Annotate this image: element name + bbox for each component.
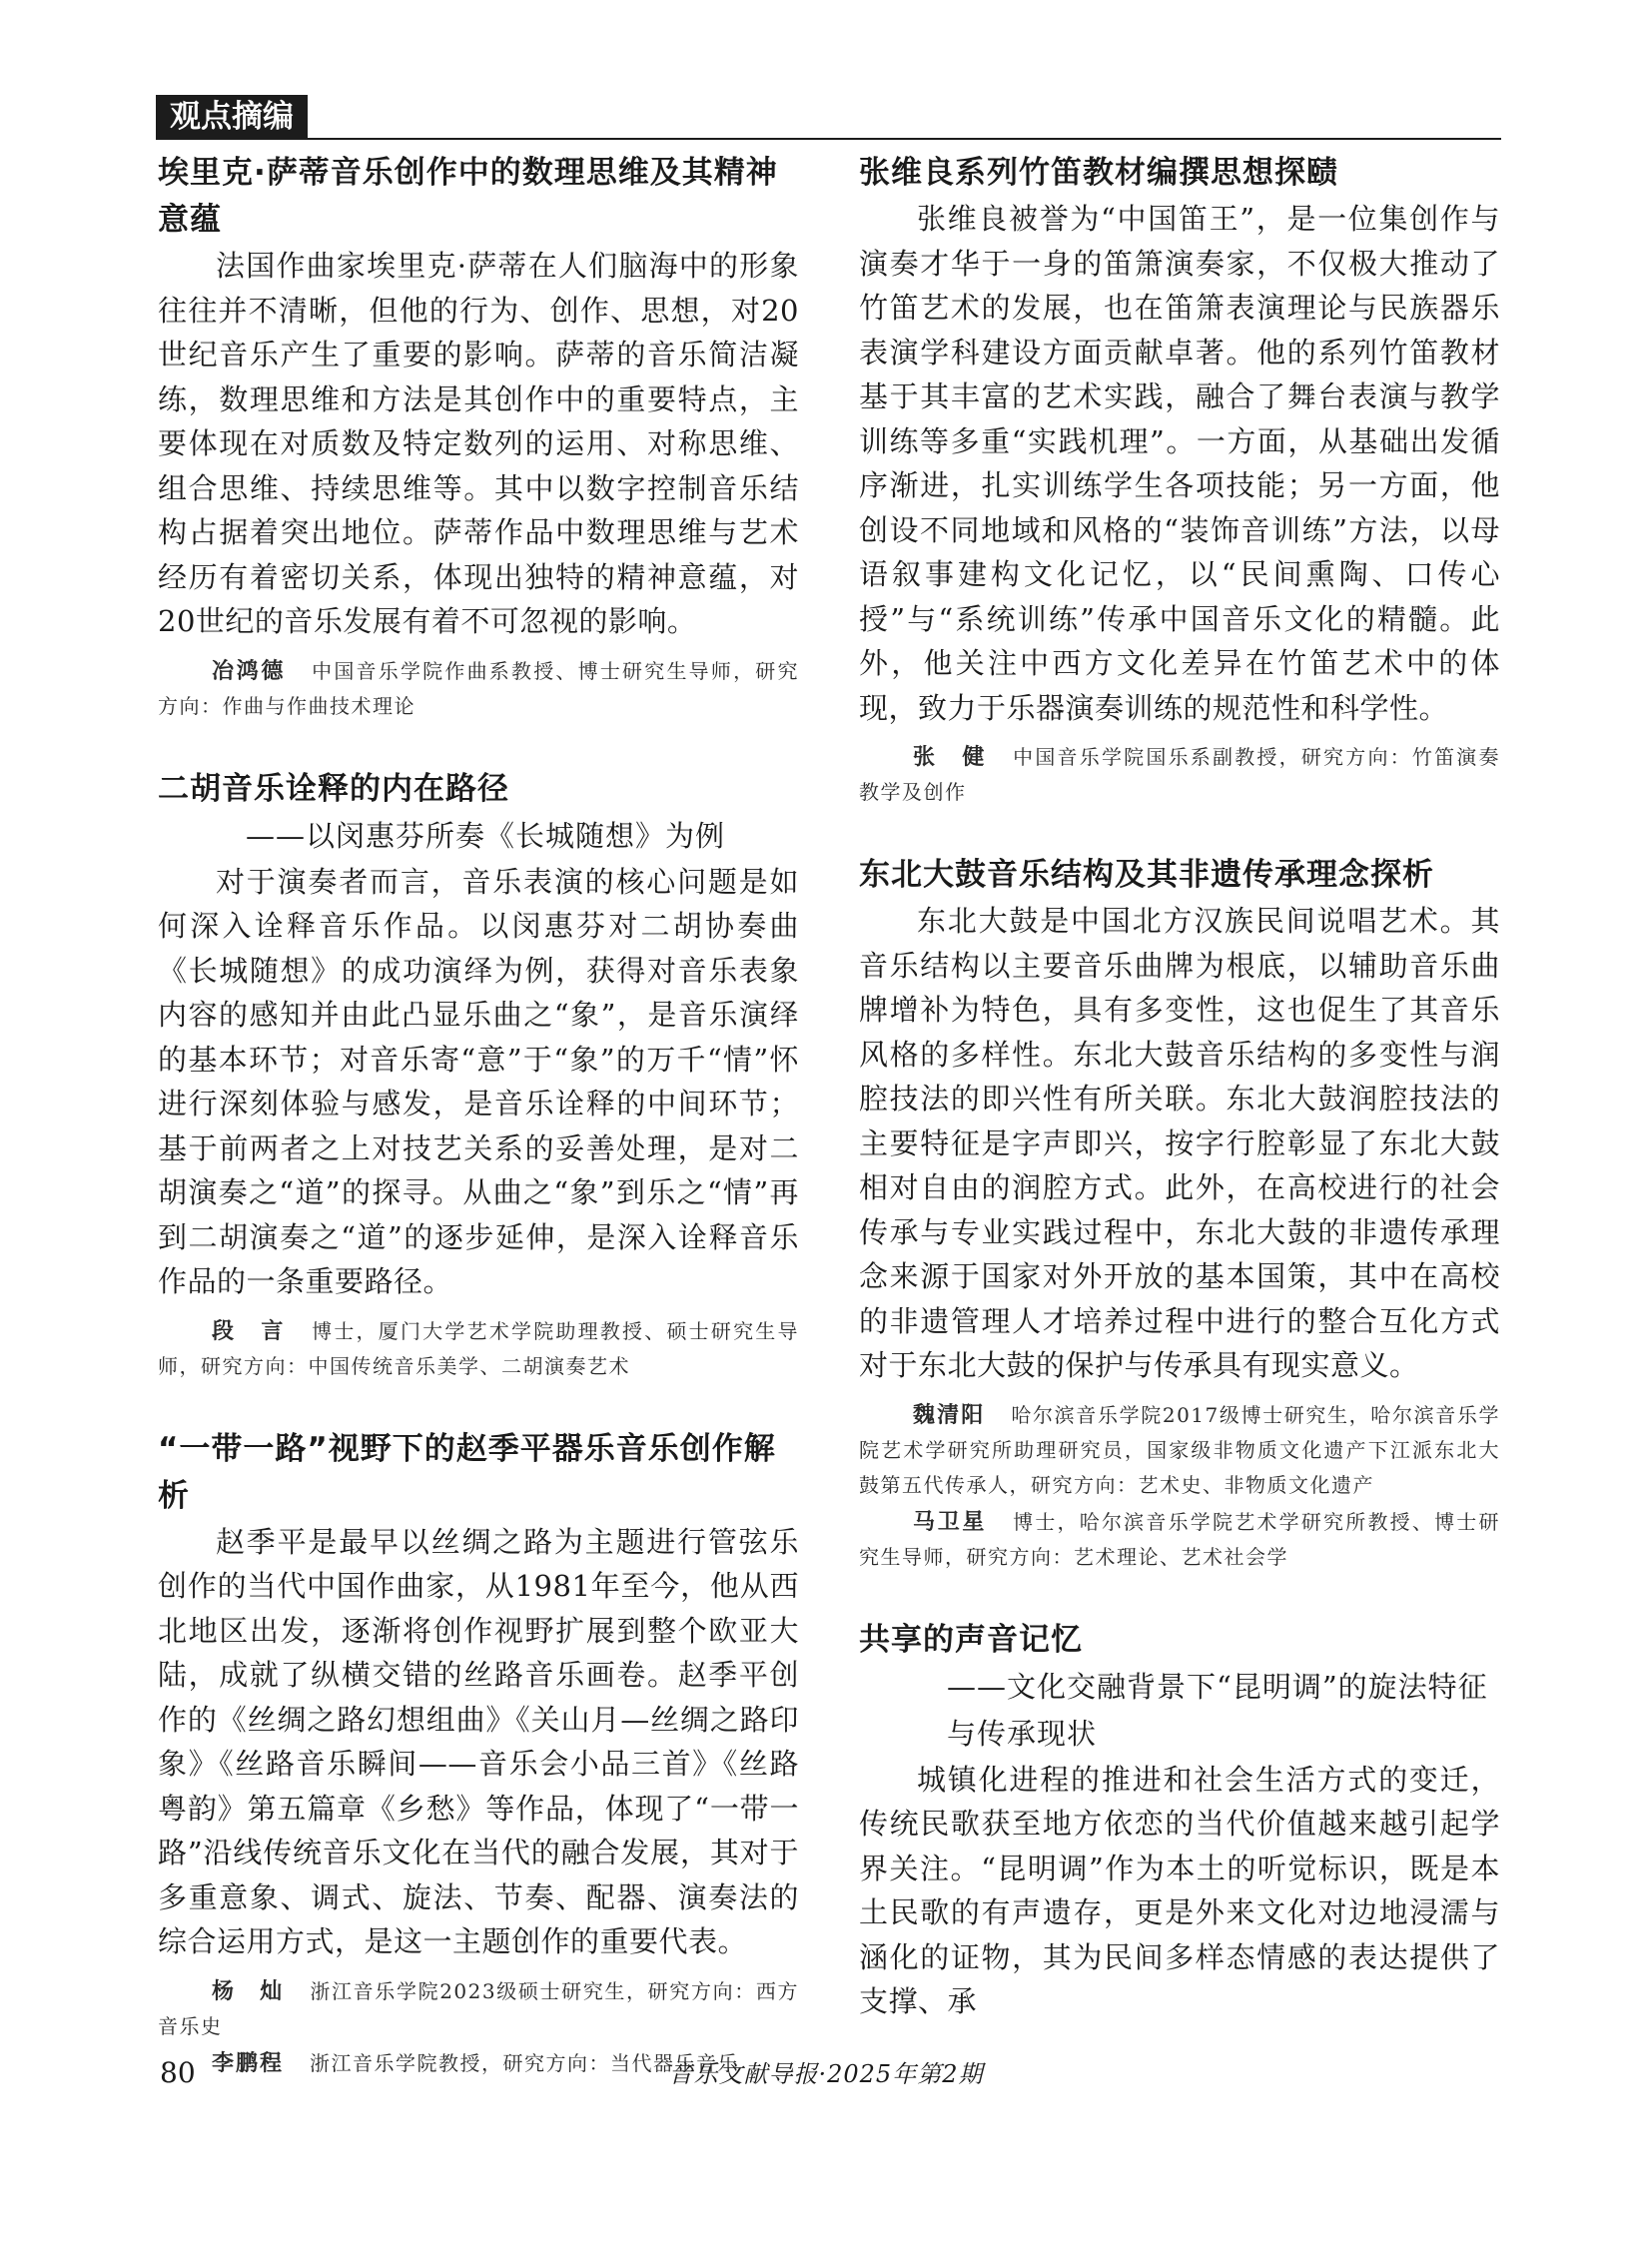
section-tag: 观点摘编 <box>156 95 308 139</box>
author-info: 哈尔滨音乐学院2017级博士研究生，哈尔滨音乐学院艺术学研究所助理研究员，国家级非物质文化遗产下江派东北大鼓第五代传承人，研究方向：艺术史、非物质文化遗产 <box>859 1402 1500 1497</box>
header-rule <box>156 138 1501 140</box>
author-info: 中国音乐学院国乐系副教授，研究方向：竹笛演奏教学及创作 <box>859 745 1500 804</box>
article-body: 城镇化进程的推进和社会生活方式的变迁，传统民歌获至地方依恋的当代价值越来越引起学界关注。“昆明调”作为本土的听觉标识，既是本土民歌的有声遗存，更是外来文化对边地浸濡与涵化的证物，其为民间多样态情感的表达提供了支撑、承 <box>859 1762 1500 2018</box>
article-body: 东北大鼓是中国北方汉族民间说唱艺术。其音乐结构以主要音乐曲牌为根底，以辅助音乐曲牌增补为特色，具有多变性，这也促生了其音乐风格的多样性。东北大鼓音乐结构的多变性与润腔技法的即兴性有所关联。东北大鼓润腔技法的主要特征是字声即兴，按字行腔彰显了东北大鼓相对自由的润腔方式。此外，在高校进行的社会传承与专业实践过程中，东北大鼓的非遗传承理念来源于国家对外开放的基本国策，其中在高校的非遗管理人才培养过程中进行的整合互化方式对于东北大鼓的保护与传承具有现实意义。 <box>859 904 1500 1382</box>
author-name: 魏清阳 <box>913 1402 986 1428</box>
author-line <box>859 1398 1500 1503</box>
right-column <box>859 150 1500 2066</box>
author-line <box>859 1505 1500 1575</box>
article-body: 张维良被誉为“中国笛王”，是一位集创作与演奏才华于一身的笛箫演奏家，不仅极大推动了竹笛艺术的发展，也在笛箫表演理论与民族器乐表演学科建设方面贡献卓著。他的系列竹笛教材基于其丰富的艺术实践，融合了舞台表演与教学训练等多重“实践机理”。一方面，从基础出发循序渐进，扎实训练学生各项技能；另一方面，他创设不同地域和风格的“装饰音训练”方法，以母语叙事建构文化记忆，以“民间熏陶、口传心授”与“系统训练”传承中国音乐文化的精髓。此外，他关注中西方文化差异在竹笛艺术中的体现，致力于乐器演奏训练的规范性和科学性。 <box>859 202 1500 725</box>
author-info: 浙江音乐学院2023级硕士研究生，研究方向：西方音乐史 <box>158 1978 799 2038</box>
article <box>158 150 799 724</box>
author-info: 浙江音乐学院教授，研究方向：当代器乐音乐 <box>310 2050 740 2075</box>
article-title: 共享的声音记忆 <box>859 1621 1083 1658</box>
article-subtitle: ——以闵惠芬所奏《长城随想》为例 <box>246 818 726 853</box>
author-name: 杨 灿 <box>212 1978 285 2004</box>
article <box>158 766 799 1384</box>
article <box>158 1426 799 2081</box>
article-subtitle: ——文化交融背景下“昆明调”的旋法特征与传承现状 <box>947 1669 1488 1751</box>
journal-footer: 音乐文献导报·2025年第2期 <box>668 2060 984 2088</box>
author-name: 冶鸿德 <box>212 658 287 684</box>
author-line <box>158 654 799 724</box>
page-number: 80 <box>160 2056 196 2089</box>
author-info: 博士，厦门大学艺术学院助理教授、硕士研究生导师，研究方向：中国传统音乐美学、二胡演奏艺术 <box>158 1318 799 1378</box>
author-name: 马卫星 <box>913 1509 988 1535</box>
article-title: 张维良系列竹笛教材编撰思想探赜 <box>859 155 1338 191</box>
article-title: “一带一路”视野下的赵季平器乐音乐创作解析 <box>158 1430 776 1514</box>
left-column <box>158 150 799 2123</box>
author-name: 段 言 <box>212 1318 287 1344</box>
author-line <box>158 1314 799 1384</box>
author-info: 中国音乐学院作曲系教授、博士研究生导师，研究方向：作曲与作曲技术理论 <box>158 658 799 718</box>
article <box>859 852 1500 1575</box>
article <box>859 1617 1500 2024</box>
author-info: 博士，哈尔滨音乐学院艺术学研究所教授、博士研究生导师，研究方向：艺术理论、艺术社会学 <box>859 1509 1500 1569</box>
article-body: 法国作曲家埃里克·萨蒂在人们脑海中的形象往往并不清晰，但他的行为、创作、思想，对20世纪音乐产生了重要的影响。萨蒂的音乐简洁凝练，数理思维和方法是其创作中的重要特点，主要体现在对质数及特定数列的运用、对称思维、组合思维、持续思维等。其中以数字控制音乐结构占据着突出地位。萨蒂作品中数理思维与艺术经历有着密切关系，体现出独特的精神意蕴，对20世纪的音乐发展有着不可忽视的影响。 <box>158 249 799 638</box>
article-title: 东北大鼓音乐结构及其非遗传承理念探析 <box>859 857 1434 893</box>
author-line <box>859 740 1500 810</box>
article <box>859 150 1500 810</box>
author-name: 张 健 <box>913 745 988 770</box>
author-name: 李鹏程 <box>212 2050 285 2076</box>
article-title: 埃里克·萨蒂音乐创作中的数理思维及其精神意蕴 <box>158 155 778 238</box>
article-body: 对于演奏者而言，音乐表演的核心问题是如何深入诠释音乐作品。以闵惠芬对二胡协奏曲《长城随想》的成功演绎为例，获得对音乐表象内容的感知并由此凸显乐曲之“象”，是音乐演绎的基本环节；对音乐寄“意”于“象”的万千“情”怀进行深刻体验与感发，是音乐诠释的中间环节；基于前两者之上对技艺关系的妥善处理，是对二胡演奏之“道”的探寻。从曲之“象”到乐之“情”再到二胡演奏之“道”的逐步延伸，是深入诠释音乐作品的一条重要路径。 <box>158 864 799 1298</box>
author-line <box>158 1974 799 2044</box>
article-title: 二胡音乐诠释的内在路径 <box>158 770 509 807</box>
article-body: 赵季平是最早以丝绸之路为主题进行管弦乐创作的当代中国作曲家，从1981年至今，他从西北地区出发，逐渐将创作视野扩展到整个欧亚大陆，成就了纵横交错的丝路音乐画卷。赵季平创作的《丝绸之路幻想组曲》《关山月—丝绸之路印象》《丝路音乐瞬间——音乐会小品三首》《丝路粤韵》第五篇章《乡愁》等作品，体现了“一带一路”沿线传统音乐文化在当代的融合发展，其对于多重意象、调式、旋法、节奏、配器、演奏法的综合运用方式，是这一主题创作的重要代表。 <box>158 1524 799 1958</box>
